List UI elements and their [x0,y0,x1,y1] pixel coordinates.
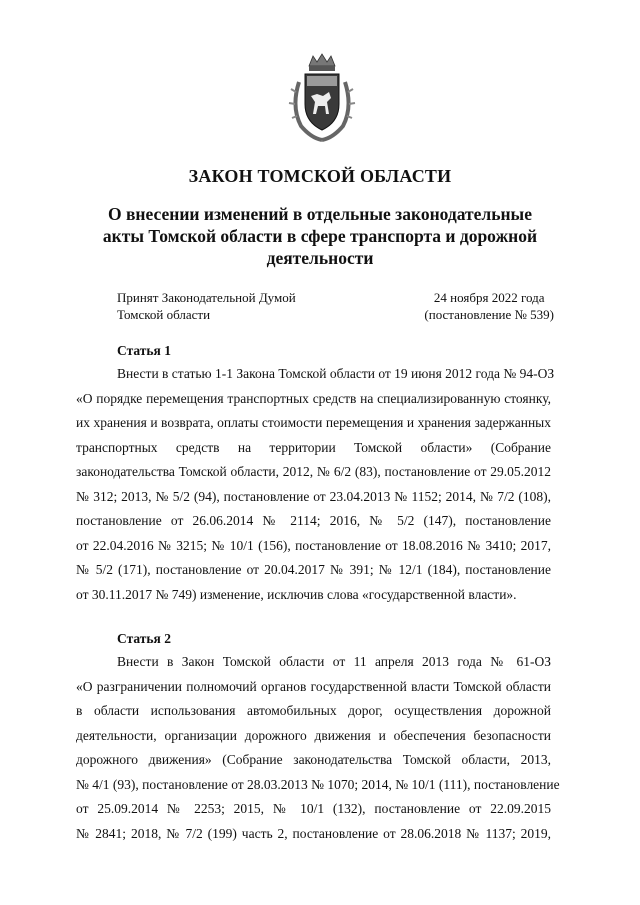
paragraph-line: № 4/1 (93), постановление от 28.03.2013 № 1070; 2014, № 10/1 (111), постановление [76,776,560,792]
article-2-heading: Статья 2 [117,631,171,646]
paragraph-line: от 30.11.2017 № 749) изменение, исключив слова «государственной власти». [76,586,517,602]
paragraph-line: от 25.09.2014 № 2253; 2015, № 10/1 (132), постановление от 22.09.2015 [76,801,551,816]
paragraph-line: в области использования автомобильных дорог, осуществления дорожной [76,703,551,718]
adoption-date-block [424,289,554,323]
paragraph-line: № 5/2 (171), постановление от 20.04.2017 № 391; № 12/1 (184), постановление [76,562,551,577]
law-title: ЗАКОН ТОМСКОЙ ОБЛАСТИ [188,166,452,186]
article-1-text [76,362,555,607]
paragraph-line: № 2841; 2018, № 7/2 (199) часть 2, постановление от 28.06.2018 № 1137; 2019, [76,825,551,841]
law-subject-line: О внесении изменений в отдельные законодательные [107,204,532,224]
paragraph-line: деятельности, организации дорожного движения и обеспечения безопасности [76,727,551,743]
law-subject-line: деятельности [266,248,374,268]
law-subject [0,203,640,269]
paragraph-line: «О разграничении полномочий органов государственной власти Томской области [76,678,551,694]
article-2-text [76,650,560,846]
tomsk-oblast-coat-of-arms-icon [287,52,357,142]
law-subject-line: акты Томской области в сфере транспорта и дорожной [102,226,538,246]
paragraph-line: дорожного движения» (Собрание законодательства Томской области, 2013, [76,752,551,767]
resolution-number: (постановление № 539) [424,307,554,322]
paragraph-line: № 312; 2013, № 5/2 (94), постановление от 23.04.2013 № 1152; 2014, № 7/2 (108), [76,488,551,504]
paragraph-line: Внести в Закон Томской области от 11 апреля 2013 года № 61-ОЗ [117,654,551,669]
paragraph-line: от 22.04.2016 № 3215; № 10/1 (156), постановление от 18.08.2016 № 3410; 2017, [76,537,551,553]
paragraph-line: законодательства Томской области, 2012, № 6/2 (83), постановление от 29.05.2012 [76,464,551,479]
paragraph-line: Внести в статью 1-1 Закона Томской области от 19 июня 2012 года № 94-ОЗ [117,366,555,381]
paragraph-line: транспортных средств на территории Томской области» (Собрание [76,439,551,455]
article-1-heading: Статья 1 [117,343,171,358]
adopted-by-block [117,289,296,323]
adoption-date: 24 ноября 2022 года [433,290,545,305]
adopted-by-line: Принят Законодательной Думой [117,290,296,305]
adopted-by-line: Томской области [117,307,211,322]
paragraph-line: их хранения и возврата, оплаты стоимости перемещения и хранения задержанных [76,415,551,430]
paragraph-line: постановление от 26.06.2014 № 2114; 2016, № 5/2 (147), постановление [76,513,551,528]
paragraph-line: «О порядке перемещения транспортных средств на специализированную стоянку, [76,390,551,406]
